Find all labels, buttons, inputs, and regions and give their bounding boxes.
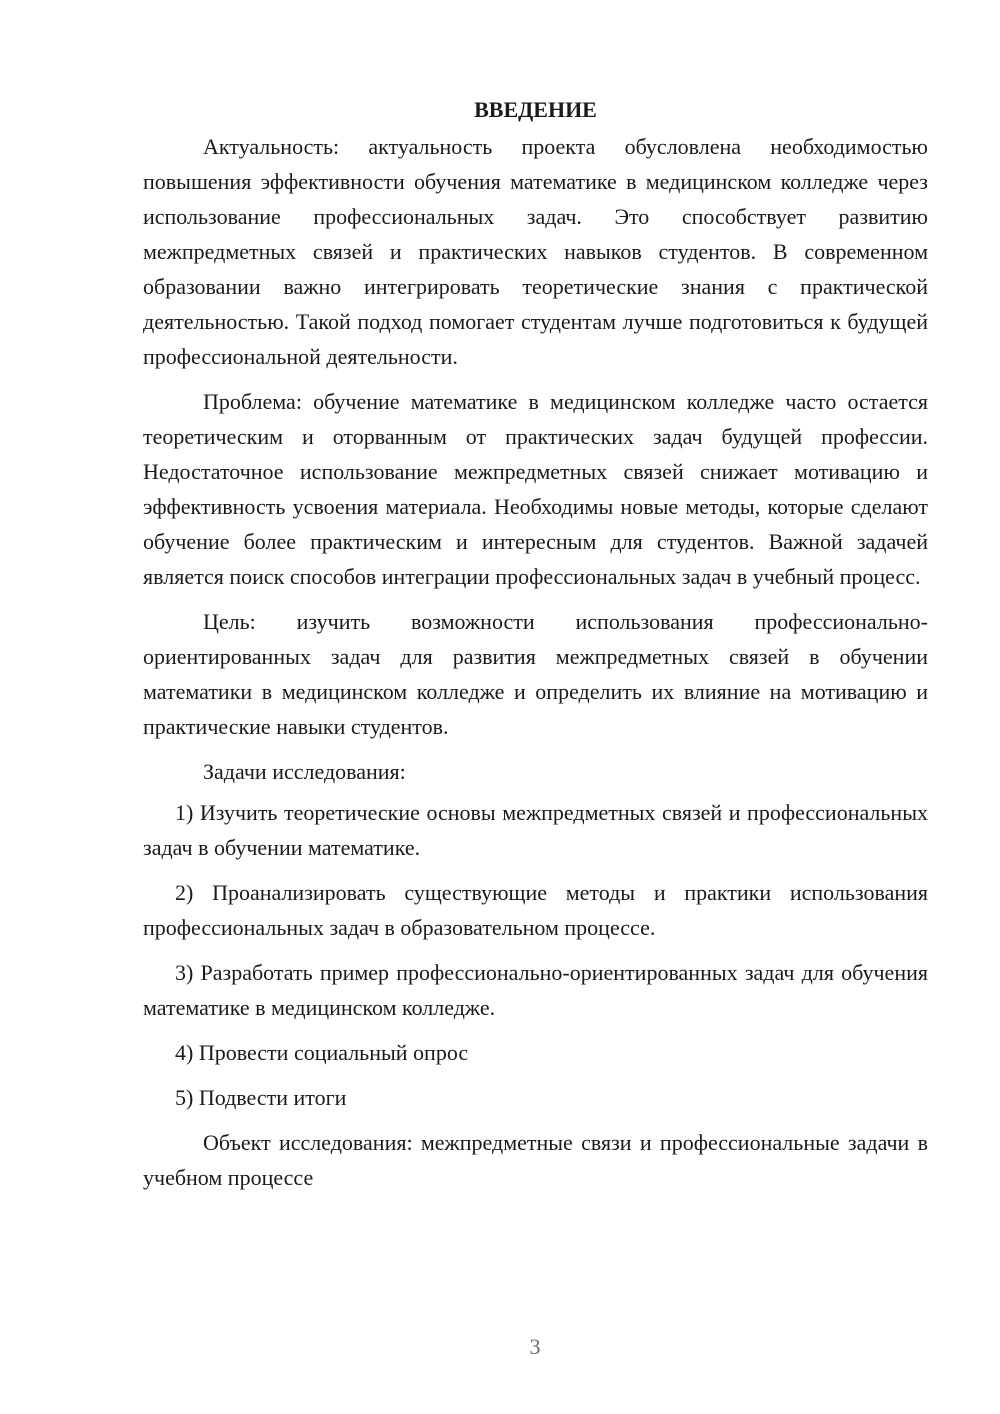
task-item: 5) Подвести итоги <box>175 1085 347 1110</box>
task-item: 4) Провести социальный опрос <box>175 1040 469 1065</box>
task-item: 1) Изучить теоретические основы межпредметных связей и профессиональных задач в обучении математике. <box>143 800 928 860</box>
object-paragraph: Объект исследования: межпредметные связи и профессиональные задачи в учебном процессе <box>143 1130 928 1190</box>
task-item: 3) Разработать пример профессионально-ориентированных задач для обучения математике в медицинском колледже. <box>143 960 928 1020</box>
tasks-heading: Задачи исследования: <box>203 759 406 784</box>
task-item: 2) Проанализировать существующие методы и практики использования профессиональных задач в образовательном процессе. <box>143 880 928 940</box>
problem-paragraph: Проблема: обучение математике в медицинском колледже часто остается теоретическим и оторванным от практических задач будущей профессии. Недостаточное использование межпредметных связей снижает мотивацию и эффективность усвоения материала. Необходимы новые методы, которые сделают обучение более практическим и интересным для студентов. Важной задачей является поиск способов интеграции профессиональных задач в учебный процесс. <box>143 389 928 589</box>
goal-paragraph: Цель: изучить возможности использования профессионально-ориентированных задач для развития межпредметных связей в обучении математики в медицинском колледже и определить их влияние на мотивацию и практические навыки студентов. <box>143 609 928 739</box>
page-content <box>143 92 928 1205</box>
relevance-paragraph: Актуальность: актуальность проекта обусловлена необходимостью повышения эффективности обучения математике в медицинском колледже через использование профессиональных задач. Это способствует развитию межпредметных связей и практических навыков студентов. В современном образовании важно интегрировать теоретические знания с практической деятельностью. Такой подход помогает студентам лучше подготовиться к будущей профессиональной деятельности. <box>143 134 928 369</box>
section-heading: ВВЕДЕНИЕ <box>474 97 597 122</box>
page-number: 3 <box>529 1334 541 1359</box>
